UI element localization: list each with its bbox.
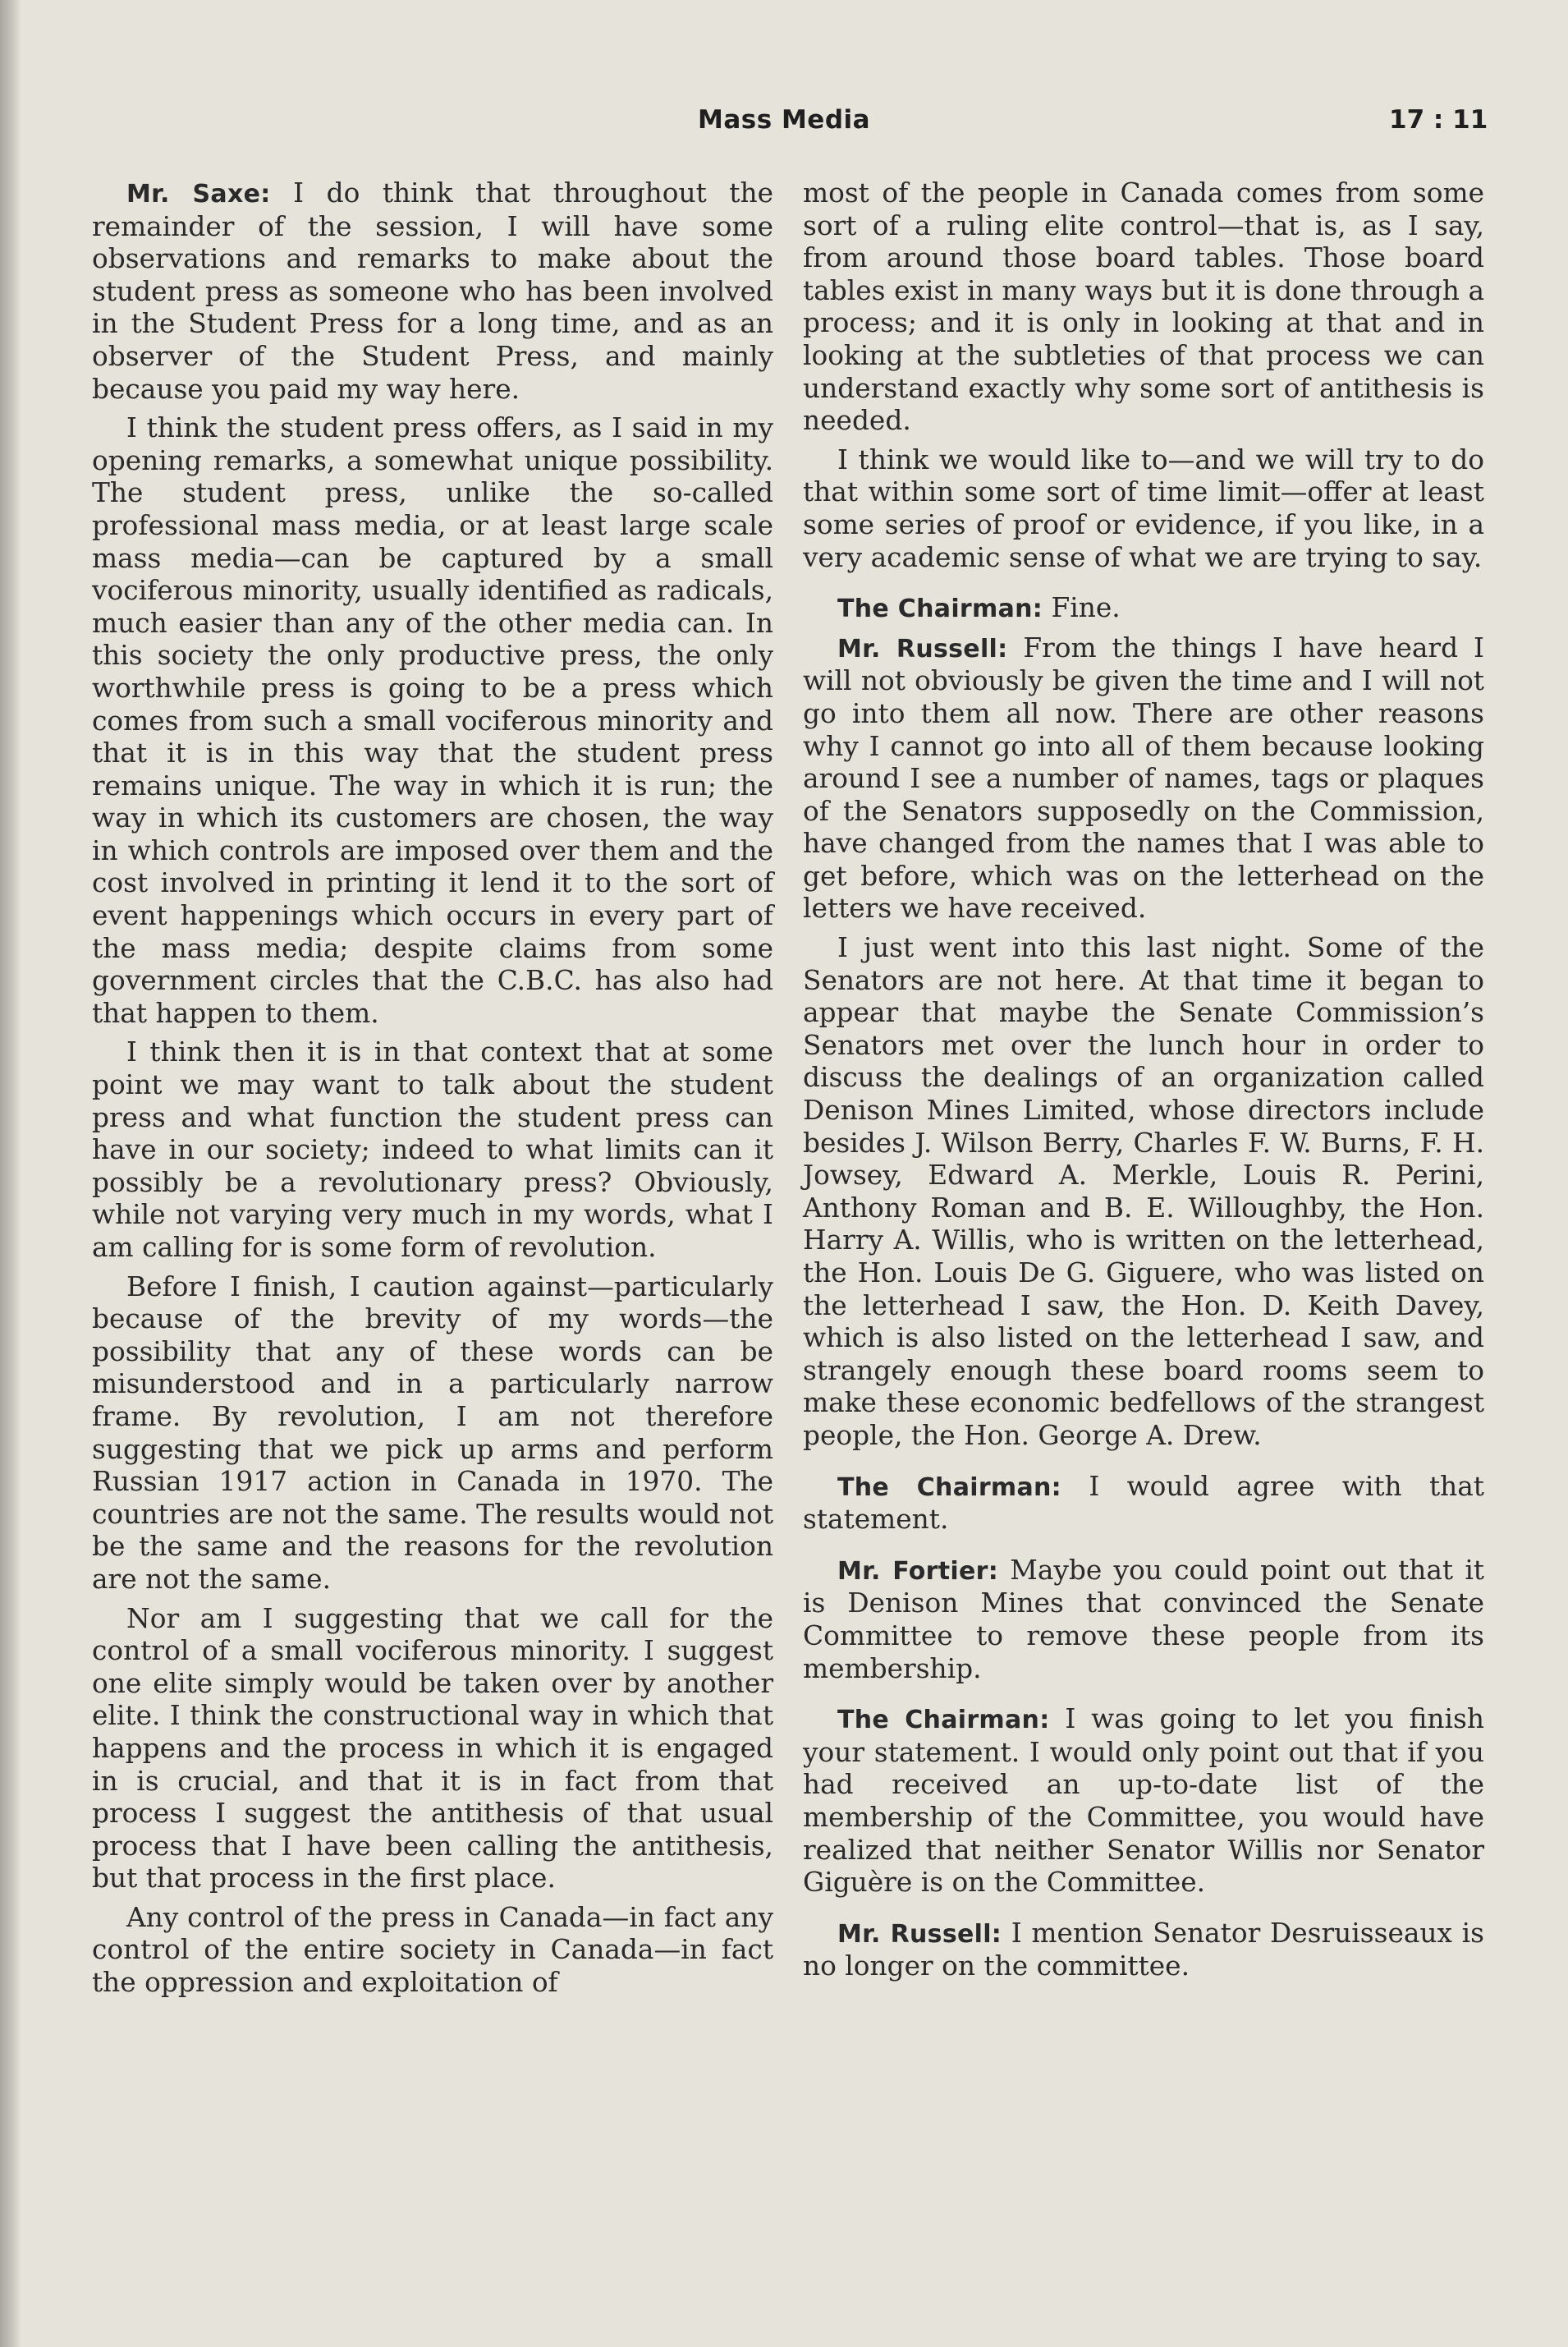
right-column xyxy=(803,177,1484,1990)
paragraph xyxy=(92,1036,773,1264)
page-header xyxy=(0,105,1568,146)
paragraph xyxy=(803,592,1484,626)
paragraph xyxy=(803,1555,1484,1685)
page-number: 17 : 11 xyxy=(1389,105,1488,135)
paragraph-text: I think we would like to—and we will try to do that within some sort of time limit—offer at least some series of proof or evidence, if you like, in a very academic sense of what we are trying to say. xyxy=(803,443,1484,573)
speaker-label: Mr. Russell: xyxy=(837,1919,1002,1949)
speaker-label: Mr. Saxe: xyxy=(126,180,271,209)
paragraph-text: Any control of the press in Canada—in fact any control of the entire society in Canada—in fact the oppression and exploitation of xyxy=(92,1901,773,1999)
paragraph xyxy=(803,932,1484,1453)
paragraph-text: Before I finish, I caution against—particularly because of the brevity of my words—the possibility that any of these words can be misunderstood and in a particularly narrow frame. By revolution, I am not therefore suggesting that we pick up arms and perform Russian 1917 action in Canada in 1970. The countries are not the same. The results would not be the same and the reasons for the revolution are not the same. xyxy=(92,1270,773,1595)
paragraph xyxy=(92,1603,773,1895)
paragraph xyxy=(803,444,1484,574)
paragraph-text: most of the people in Canada comes from some sort of a ruling elite control—that is, as I say, from around those board tables. Those board tables exist in many ways but it is done through a process; and it is only in looking at that and in looking at the subtleties of that process we can understand exactly why some sort of antithesis is needed. xyxy=(803,177,1484,437)
paragraph xyxy=(92,412,773,1030)
page-binding-edge xyxy=(0,0,21,2347)
paragraph xyxy=(803,177,1484,438)
paragraph-text: I mention Senator Desruisseaux is no longer on the committee. xyxy=(803,1917,1484,1982)
speaker-label: The Chairman: xyxy=(837,595,1043,624)
paragraph-text: I think the student press offers, as I said in my opening remarks, a somewhat unique possibility. The student press, unlike the so-called professional mass media, or at least large scale mass media—can be captured by a small vociferous minority, usually identified as radicals, much easier than any of the other media can. In this society the only productive press, the only worthwhile press is going to be a press which comes from such a small vociferous minority and that it is in this way that the student press remains unique. The way in which it is run; the way in which its customers are chosen, the way in which controls are imposed over them and the cost involved in printing it lend it to the sort of event happenings which occurs in every part of the mass media; despite claims from some government circles that the C.B.C. has also had that happen to them. xyxy=(92,412,773,1029)
paragraph-text: I was going to let you finish your statement. I would only point out that if you had received an up-to-date list of the membership of the Committee, you would have realized that neither Senator Willis nor Senator Giguère is on the Committee. xyxy=(803,1703,1485,1899)
paragraph-text: I do think that throughout the remainder of the session, I will have some observations and remarks to make about the student press as someone who has been involved in the Student Press for a long time, and as an observer of the Student Press, and mainly because you paid my way here. xyxy=(92,177,773,405)
speaker-label: The Chairman: xyxy=(837,1472,1061,1502)
paragraph xyxy=(803,1918,1484,1983)
paragraph xyxy=(803,632,1484,925)
speaker-label: The Chairman: xyxy=(837,1706,1050,1735)
paragraph-text: From the things I have heard I will not obviously be given the time and I will not go into them all now. There are other reasons why I cannot go into all of them because looking around I see a number of names, tags or plaques of the Senators supposedly on the Commission, have changed from the names that I was able to get before, which was on the letterhead on the letters we have received. xyxy=(803,632,1484,925)
running-title: Mass Media xyxy=(698,105,871,135)
paragraph xyxy=(803,1471,1484,1536)
paragraph xyxy=(92,177,773,406)
speaker-label: Mr. Russell: xyxy=(837,634,1008,664)
paragraph-text: I would agree with that statement. xyxy=(803,1470,1484,1536)
paragraph xyxy=(803,1703,1484,1899)
paragraph xyxy=(92,1271,773,1596)
paragraph-text: I just went into this last night. Some of the Senators are not here. At that time it began to appear that maybe the Senate Commission’s Senators met over the lunch hour in order to discuss the dealings of an organization called Denison Mines Limited, whose directors include besides J. Wilson Berry, Charles F. W. Burns, F. H. Jowsey, Edward A. Merkle, Louis R. Perini, Anthony Roman and B. E. Willoughby, the Hon. Harry A. Willis, who is written on the letterhead, the Hon. Louis De G. Giguere, who was listed on the letterhead I saw, the Hon. D. Keith Davey, which is also listed on the letterhead I saw, and strangely enough these board rooms seem to make these economic bedfellows of the strangest people, the Hon. George A. Drew. xyxy=(803,932,1484,1451)
paragraph-text: I think then it is in that context that at some point we may want to talk about the student press and what function the student press can have in our society; indeed to what limits can it possibly be a revolutionary press? Obviously, while not varying very much in my words, what I am calling for is some form of revolution. xyxy=(92,1036,773,1263)
speaker-label: Mr. Fortier: xyxy=(837,1556,999,1586)
paragraph xyxy=(92,1902,773,2000)
paragraph-text: Nor am I suggesting that we call for the control of a small vociferous minority. I suggest one elite simply would be taken over by another elite. I think the constructional way in which that happens and the process in which it is engaged in is crucial, and that it is in fact from that process I suggest the antithesis of that usual process that I have been calling the antithesis, but that process in the first place. xyxy=(92,1602,773,1895)
paragraph-text: Fine. xyxy=(1043,592,1121,624)
left-column xyxy=(92,177,773,2006)
paragraph-text: Maybe you could point out that it is Denison Mines that convinced the Senate Committee to remove these people from its membership. xyxy=(803,1554,1484,1684)
